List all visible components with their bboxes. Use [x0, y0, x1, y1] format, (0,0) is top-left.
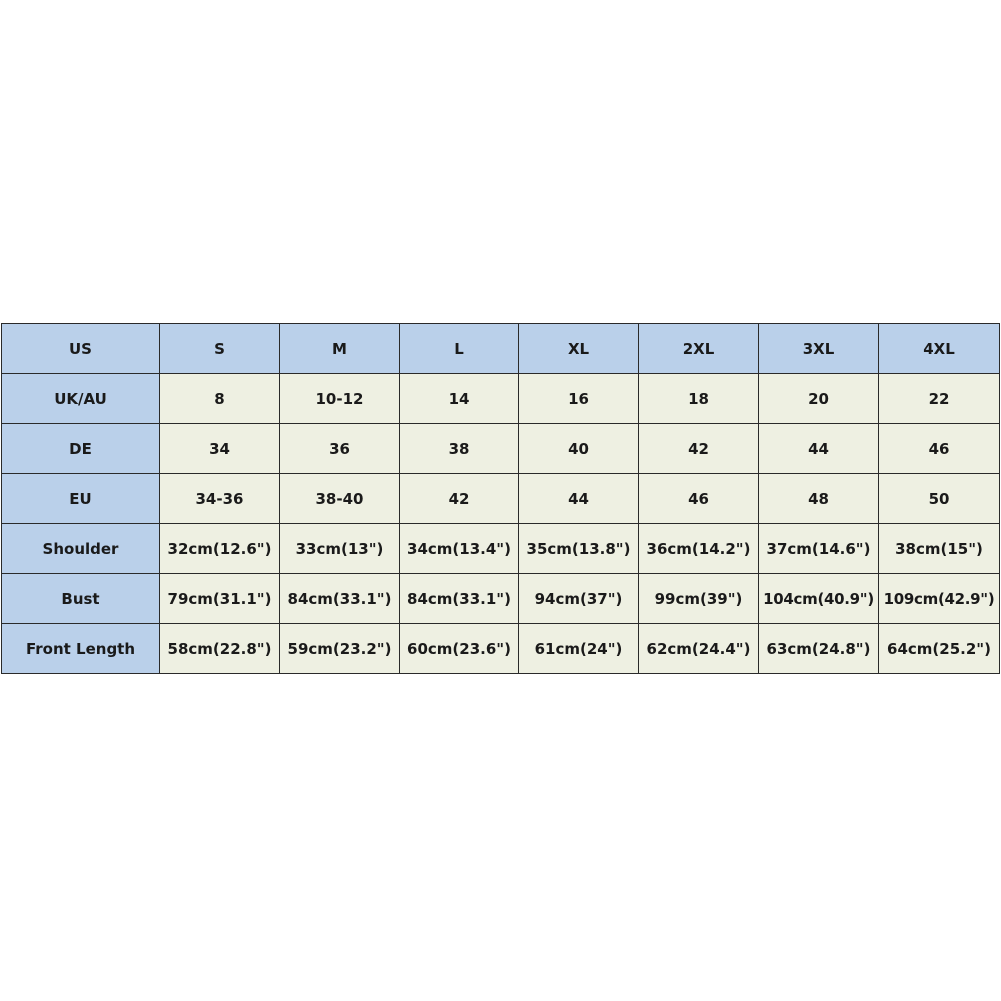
table-cell: 38-40: [280, 474, 400, 524]
table-cell: 94cm(37"): [519, 574, 639, 624]
table-cell: 34cm(13.4"): [400, 524, 519, 574]
row-label-uk-au: UK/AU: [2, 374, 160, 424]
row-label-bust: Bust: [2, 574, 160, 624]
table-cell: 33cm(13"): [280, 524, 400, 574]
header-cell-m: M: [280, 324, 400, 374]
row-label-eu: EU: [2, 474, 160, 524]
table-cell: 42: [400, 474, 519, 524]
table-row: [2, 474, 1000, 524]
table-row: [2, 574, 1000, 624]
table-cell: 60cm(23.6"): [400, 624, 519, 674]
table-cell: 62cm(24.4"): [639, 624, 759, 674]
table-cell: 63cm(24.8"): [759, 624, 879, 674]
header-cell-s: S: [160, 324, 280, 374]
table-cell: 79cm(31.1"): [160, 574, 280, 624]
table-cell: 48: [759, 474, 879, 524]
table-cell: 50: [879, 474, 1000, 524]
table-cell: 38: [400, 424, 519, 474]
table-cell: 36cm(14.2"): [639, 524, 759, 574]
header-cell-us: US: [2, 324, 160, 374]
table-cell: 34: [160, 424, 280, 474]
row-label-de: DE: [2, 424, 160, 474]
size-chart-table: [1, 323, 1000, 674]
table-cell: 58cm(22.8"): [160, 624, 280, 674]
table-cell: 37cm(14.6"): [759, 524, 879, 574]
table-cell: 42: [639, 424, 759, 474]
row-label-front-length: Front Length: [2, 624, 160, 674]
table-cell: 10-12: [280, 374, 400, 424]
table-cell: 20: [759, 374, 879, 424]
header-cell-4xl: 4XL: [879, 324, 1000, 374]
table-cell: 38cm(15"): [879, 524, 1000, 574]
table-row: [2, 524, 1000, 574]
table-cell: 14: [400, 374, 519, 424]
table-cell: 109cm(42.9"): [879, 574, 1000, 624]
table-cell: 46: [879, 424, 1000, 474]
header-cell-xl: XL: [519, 324, 639, 374]
table-cell: 104cm(40.9"): [759, 574, 879, 624]
table-cell: 59cm(23.2"): [280, 624, 400, 674]
table-cell: 8: [160, 374, 280, 424]
table-cell: 44: [759, 424, 879, 474]
table-cell: 36: [280, 424, 400, 474]
table-cell: 32cm(12.6"): [160, 524, 280, 574]
table-cell: 16: [519, 374, 639, 424]
table-cell: 99cm(39"): [639, 574, 759, 624]
table-cell: 64cm(25.2"): [879, 624, 1000, 674]
table-cell: 84cm(33.1"): [280, 574, 400, 624]
header-cell-2xl: 2XL: [639, 324, 759, 374]
table-cell: 40: [519, 424, 639, 474]
table-cell: 18: [639, 374, 759, 424]
table-row: [2, 424, 1000, 474]
header-cell-3xl: 3XL: [759, 324, 879, 374]
table-cell: 44: [519, 474, 639, 524]
table-cell: 61cm(24"): [519, 624, 639, 674]
table-cell: 46: [639, 474, 759, 524]
table-cell: 35cm(13.8"): [519, 524, 639, 574]
table-row: [2, 374, 1000, 424]
table-cell: 84cm(33.1"): [400, 574, 519, 624]
table-cell: 22: [879, 374, 1000, 424]
table-row: [2, 624, 1000, 674]
table-cell: 34-36: [160, 474, 280, 524]
table-header-row: [2, 324, 1000, 374]
header-cell-l: L: [400, 324, 519, 374]
row-label-shoulder: Shoulder: [2, 524, 160, 574]
